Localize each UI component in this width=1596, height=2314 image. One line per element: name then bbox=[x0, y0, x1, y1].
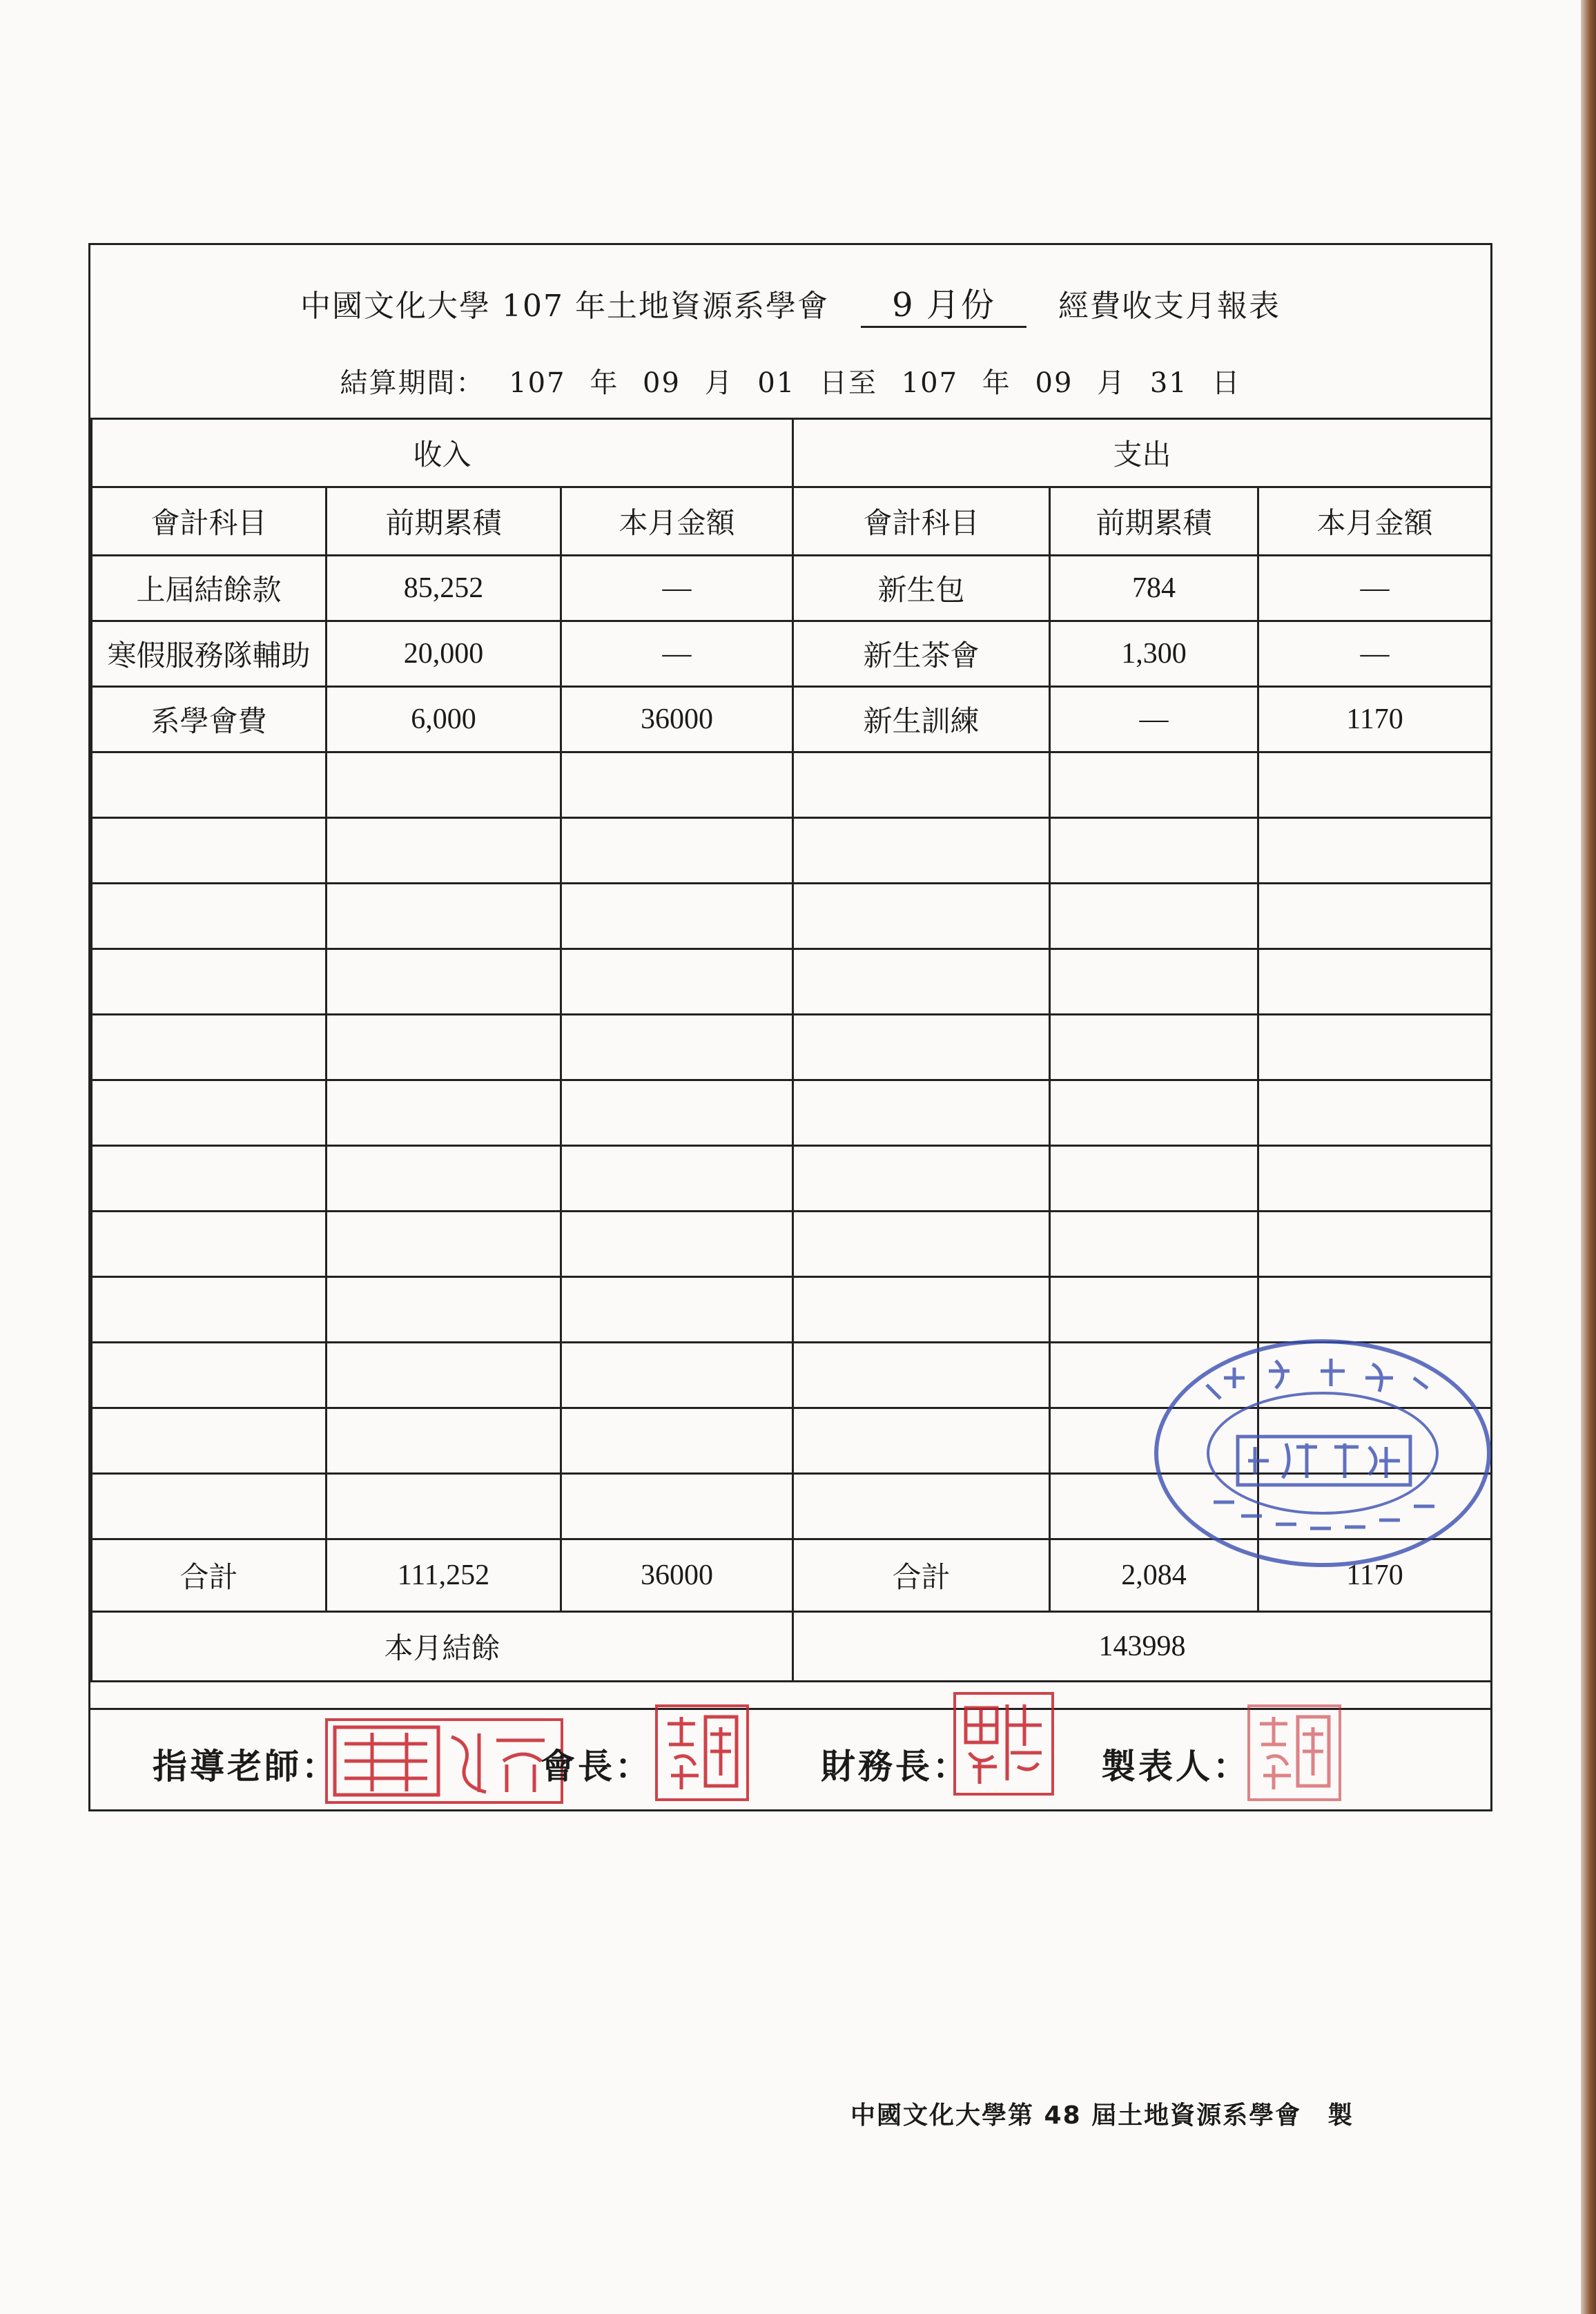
expense-item: 新生訓練 bbox=[793, 687, 1050, 752]
income-prior: 20,000 bbox=[327, 621, 561, 687]
table-row bbox=[92, 687, 1492, 752]
period-month-unit-2: 月 bbox=[1097, 367, 1127, 399]
period-start-day: 01 bbox=[757, 367, 796, 399]
income-item: 上屆結餘款 bbox=[92, 556, 327, 621]
footer-note: 中國文化大學第 48 屆土地資源系學會 製 bbox=[850, 2101, 1354, 2130]
income-current: — bbox=[561, 621, 793, 687]
title-prefix: 中國文化大學 107 年土地資源系學會 bbox=[300, 289, 829, 324]
empty-row bbox=[92, 1277, 1492, 1343]
expense-total-current: 1170 bbox=[1258, 1539, 1492, 1612]
president-seal-icon bbox=[661, 1710, 743, 1796]
expense-prior: 784 bbox=[1050, 556, 1258, 621]
income-current: — bbox=[561, 556, 793, 621]
income-prior: 85,252 bbox=[327, 556, 561, 621]
advisor-seal bbox=[325, 1718, 563, 1804]
income-total-current: 36000 bbox=[561, 1539, 793, 1612]
section-row bbox=[92, 419, 1492, 487]
period-end-day: 31 bbox=[1149, 367, 1188, 399]
table-row bbox=[92, 621, 1492, 687]
treasurer-seal bbox=[953, 1692, 1054, 1796]
period-year-unit: 年 bbox=[590, 367, 619, 399]
advisor-seal-icon bbox=[331, 1723, 558, 1799]
income-current: 36000 bbox=[561, 687, 793, 752]
income-item: 系學會費 bbox=[92, 687, 327, 752]
period-end-month: 09 bbox=[1035, 367, 1073, 399]
period-end-year: 107 bbox=[901, 367, 959, 399]
expense-total-label: 合計 bbox=[793, 1539, 1050, 1612]
expense-account-header: 會計科目 bbox=[793, 487, 1050, 556]
report-title bbox=[90, 278, 1490, 328]
president-seal bbox=[655, 1704, 749, 1801]
period-label: 結算期間： bbox=[340, 367, 485, 399]
expense-item: 新生包 bbox=[793, 556, 1050, 621]
empty-row bbox=[92, 1212, 1492, 1277]
empty-row bbox=[92, 1080, 1492, 1146]
president-label: 會長： bbox=[541, 1746, 652, 1787]
desk-edge bbox=[1581, 0, 1596, 2314]
balance-label: 本月結餘 bbox=[92, 1612, 793, 1682]
expense-prior: 1,300 bbox=[1050, 621, 1258, 687]
period-year-unit-2: 年 bbox=[982, 367, 1011, 399]
preparer-label: 製表人： bbox=[1101, 1746, 1250, 1787]
income-prior-header: 前期累積 bbox=[327, 487, 561, 556]
income-current-header: 本月金額 bbox=[561, 487, 793, 556]
empty-row bbox=[92, 752, 1492, 818]
expense-item: 新生茶會 bbox=[793, 621, 1050, 687]
association-seal-stamp bbox=[1154, 1339, 1491, 1567]
expense-prior-header: 前期累積 bbox=[1050, 487, 1258, 556]
income-section-title: 收入 bbox=[92, 419, 793, 487]
expense-current: 1170 bbox=[1258, 687, 1492, 752]
expense-section-title: 支出 bbox=[793, 419, 1492, 487]
period-day-unit: 日 bbox=[1211, 367, 1241, 399]
period-start-month: 09 bbox=[643, 367, 681, 399]
financial-report bbox=[88, 243, 1492, 1811]
empty-row bbox=[92, 949, 1492, 1015]
empty-row bbox=[92, 884, 1492, 949]
period-start-year: 107 bbox=[509, 367, 566, 399]
balance-value: 143998 bbox=[793, 1612, 1492, 1682]
empty-row bbox=[92, 1146, 1492, 1212]
header-row bbox=[92, 487, 1492, 556]
expense-prior: — bbox=[1050, 687, 1258, 752]
empty-row bbox=[92, 1015, 1492, 1080]
income-account-header: 會計科目 bbox=[92, 487, 327, 556]
signature-row bbox=[90, 1708, 1490, 1809]
expense-current: — bbox=[1258, 621, 1492, 687]
table-row bbox=[92, 556, 1492, 621]
title-suffix: 經費收支月報表 bbox=[1058, 289, 1281, 324]
title-block bbox=[90, 245, 1490, 420]
treasurer-seal-icon bbox=[959, 1698, 1049, 1790]
seal-emblem-icon bbox=[1158, 1343, 1487, 1563]
balance-row bbox=[92, 1612, 1492, 1682]
preparer-seal bbox=[1247, 1704, 1341, 1801]
settlement-period bbox=[90, 361, 1490, 400]
expense-current-header: 本月金額 bbox=[1258, 487, 1492, 556]
period-month-unit: 月 bbox=[704, 367, 734, 399]
empty-row bbox=[92, 818, 1492, 884]
preparer-seal-icon bbox=[1253, 1710, 1336, 1796]
advisor-label: 指導老師： bbox=[153, 1746, 339, 1787]
income-total-prior: 111,252 bbox=[327, 1539, 561, 1612]
period-day-to: 日至 bbox=[819, 367, 877, 399]
expense-current: — bbox=[1258, 556, 1492, 621]
income-prior: 6,000 bbox=[327, 687, 561, 752]
title-month: 9 月份 bbox=[861, 278, 1026, 328]
expense-total-prior: 2,084 bbox=[1050, 1539, 1258, 1612]
income-item: 寒假服務隊輔助 bbox=[92, 621, 327, 687]
income-total-label: 合計 bbox=[92, 1539, 327, 1612]
treasurer-label: 財務長： bbox=[821, 1746, 970, 1787]
